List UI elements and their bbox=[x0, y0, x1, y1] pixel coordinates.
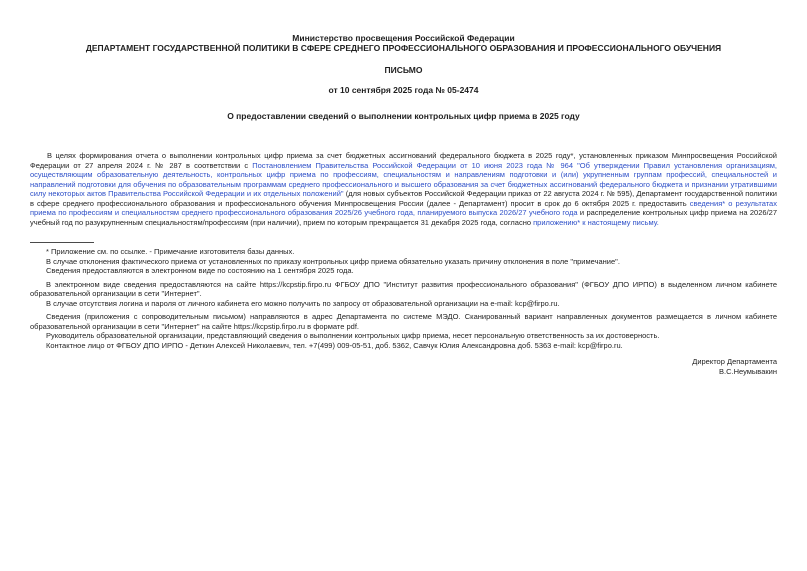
text-run: (для новых субъектов Российской Федерации приказ от 22 августа 2024 г. № 595), Департамент государственной политики в сфере среднего профессионального образования и профессионального обучения Минпросвещения России (далее - Департамент) просит в срок до 6 октября 2025 г. предоставить bbox=[30, 189, 777, 208]
document-subject: О предоставлении сведений о выполнении контрольных цифр приема в 2025 году bbox=[227, 111, 580, 121]
body-paragraph bbox=[30, 151, 777, 227]
footnote-item: Контактное лицо от ФГБОУ ДПО ИРПО - Деткин Алексей Николаевич, тел. +7(499) 009-05-51, доб. 5362, Савчук Юлия Александровна доб. 5363 e-mail: kcp@firpo.ru. bbox=[46, 340, 623, 350]
footnote-item: В электронном виде сведения предоставляются на сайте https://kcpstip.firpo.ru ФГБОУ ДПО "Институт развития профессионального образования" (ФГБОУ ДПО ИРПО) в выделенном личном кабинете образовательной организации в сети "Интернет". bbox=[30, 279, 777, 298]
footnote-item: * Приложение см. по ссылке. - Примечание изготовителя базы данных. bbox=[46, 247, 295, 256]
signature-block bbox=[30, 357, 777, 376]
ministry-title: Министерство просвещения Российской Федерации bbox=[292, 33, 515, 43]
document-type: ПИСЬМО bbox=[384, 65, 423, 75]
department-title: ДЕПАРТАМЕНТ ГОСУДАРСТВЕННОЙ ПОЛИТИКИ В СФЕРЕ СРЕДНЕГО ПРОФЕССИОНАЛЬНОГО ОБРАЗОВАНИЯ И ПРОФЕССИОНАЛЬНОГО ОБУЧЕНИЯ bbox=[85, 43, 722, 53]
signatory-name: В.С.Неумывакин bbox=[719, 366, 777, 376]
hyperlink[interactable]: сведения* о результатах приема по профессиям и специальностям среднего профессионального образования 2025/26 учебного года, планируемого выпуска 2026/27 учебного года bbox=[30, 198, 777, 217]
signatory-position: Директор Департамента bbox=[692, 357, 777, 366]
hyperlink[interactable]: Постановлением Правительства Российской Федерации от 10 июня 2023 года № 964 "Об утверждении Правил установления организациям, осуществляющим образовательную деятельность, контрольных цифр приема по профессиям, специальностям и направлениям подготовки и (или) укрупненным группам профессий, специальностей и направлений подготовки для обучения по образовательным программам среднего профессионального и высшего образования за счет бюджетных ассигнований федерального бюджета и признании утратившими силу некоторых актов Правительства Российской Федерации и их отдельных положений" bbox=[30, 160, 777, 198]
hyperlink[interactable]: приложению* bbox=[533, 217, 581, 227]
footnote-item: В случае отклонения фактического приема от установленных по приказу контрольных цифр приема обязательно указать причину отклонения в поле "примечание". bbox=[46, 256, 620, 266]
footnote-item: В случае отсутствия логина и пароля от личного кабинета его можно получить по запросу от образовательной организации на e-mail: kcp@firpo.ru. bbox=[46, 298, 560, 308]
footnote-item: Руководитель образовательной организации, представляющий сведения о выполнении контрольных цифр приема, несет персональную ответственность за их достоверность. bbox=[46, 331, 660, 340]
footnote-divider bbox=[30, 242, 94, 243]
footnote-item: Сведения предоставляются в электронном виде по состоянию на 1 сентября 2025 года. bbox=[46, 266, 354, 275]
text-run: и распределение контрольных цифр приема на 2026/27 учебный год по разукрупненным специальностям/профессиям (при наличии), прием по которым прекращается 31 декабря 2025 года, согласно bbox=[30, 208, 777, 227]
footnote-item: Сведения (приложения с сопроводительным письмом) направляются в адрес Департамента по системе МЭДО. Сканированный вариант направленных документов размещается в личном кабинете образовательной организации в сети "Интернет" на сайте https://kcpstip.firpo.ru в формате pdf. bbox=[30, 312, 777, 331]
document-date-number: от 10 сентября 2025 года № 05-2474 bbox=[328, 85, 479, 95]
footnotes-section bbox=[30, 247, 777, 350]
hyperlink[interactable]: к настоящему письму. bbox=[580, 217, 659, 227]
text-run: В целях формирования отчета о выполнении контрольных цифр приема за счет бюджетных ассигнований федерального бюджета в 2025 году*, установленных приказом Минпросвещения Российской Федерации от 27 апреля 2024 г. № 287 в соответствии с bbox=[30, 151, 777, 170]
